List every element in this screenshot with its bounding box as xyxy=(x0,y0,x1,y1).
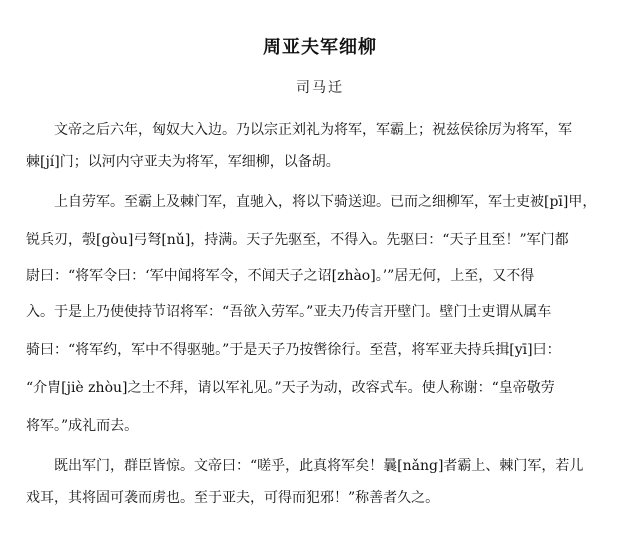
document-title: 周亚夫军细柳 xyxy=(263,37,377,58)
text-line: 上自劳军。至霸上及棘门军，直驰入，将以下骑送迎。已而之细柳军，军士吏被[pī]甲， xyxy=(54,194,597,210)
text-line: 尉曰：“将军令曰：‘军中闻将军令，不闻天子之诏[zhào]。’”居无何，上至，又不得 xyxy=(26,268,535,284)
text-line: 既出军门，群臣皆惊。文帝曰：“嗟乎，此真将军矣！曩[nǎng]者霸上、棘门军，若儿 xyxy=(54,458,584,474)
text-line: 文帝之后六年，匈奴大入边。乃以宗正刘礼为将军，军霸上；祝兹侯徐厉为将军，军 xyxy=(54,122,572,138)
text-line: 棘[jí]门；以河内守亚夫为将军，军细柳，以备胡。 xyxy=(26,154,340,170)
document-author: 司马迁 xyxy=(296,80,344,96)
text-line: 将军。”成礼而去。 xyxy=(26,418,139,434)
text-line: 锐兵刃，彀[gòu]弓弩[nǔ]，持满。天子先驱至，不得入。先驱曰：“天子且至！”军门都 xyxy=(26,232,569,248)
text-line: 骑曰：“将军约，军中不得驱驰。”于是天子乃按辔徐行。至营，将军亚夫持兵揖[yī]曰： xyxy=(26,342,561,358)
text-line: 入。于是上乃使使持节诏将军：“吾欲入劳军。”亚夫乃传言开壁门。壁门士吏谓从属车 xyxy=(26,304,552,320)
text-line: “介胄[jiè zhòu]之士不拜，请以军礼见。”天子为动，改容式车。使人称谢：“皇帝敬劳 xyxy=(26,380,555,396)
text-line: 戏耳，其将固可袭而虏也。至于亚夫，可得而犯邪！”称善者久之。 xyxy=(26,490,440,506)
